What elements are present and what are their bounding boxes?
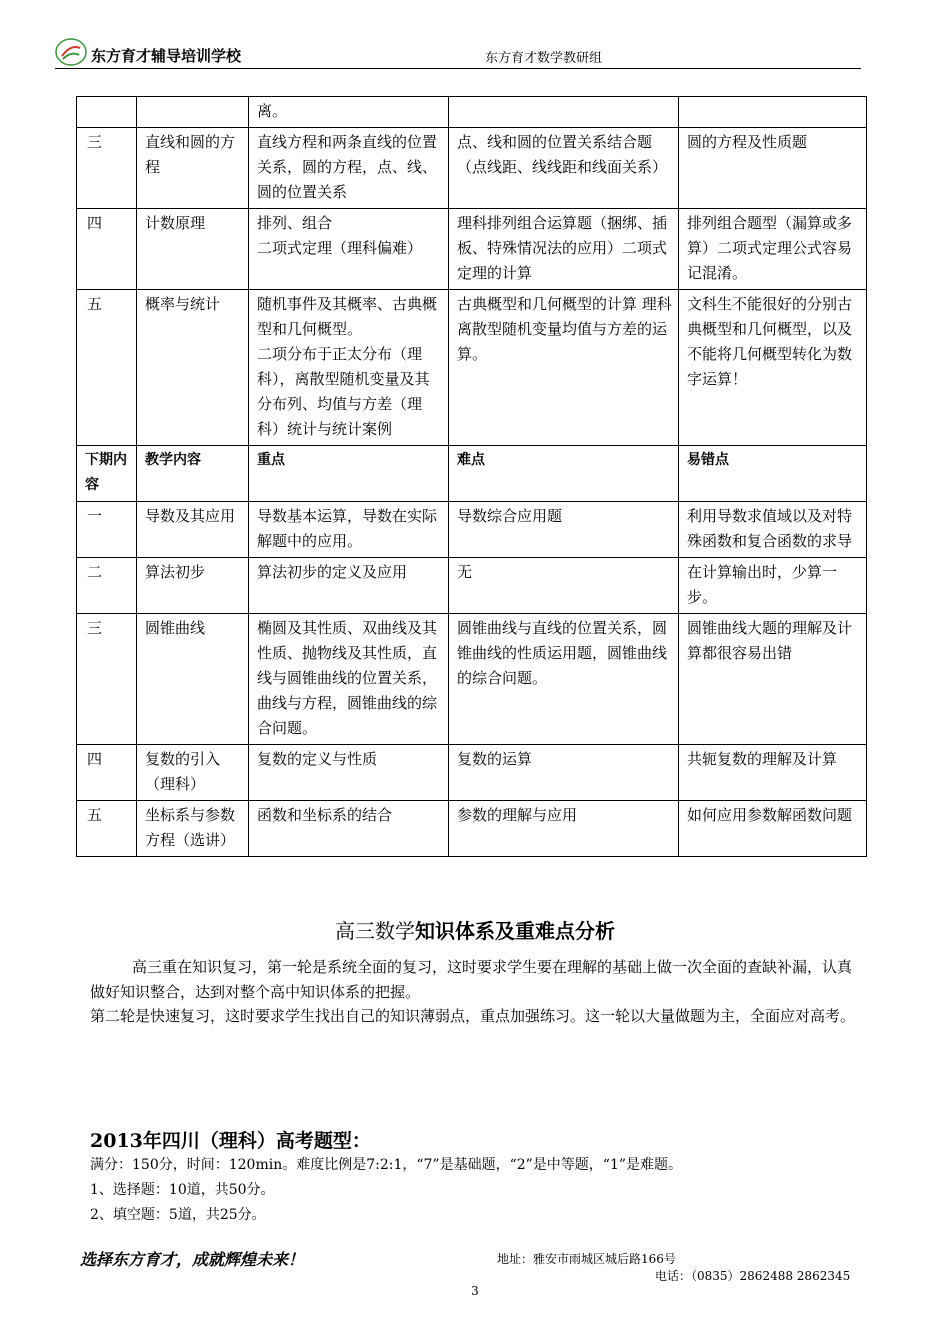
exam-line-choice: 1、选择题：10道，共50分。 <box>90 1182 275 1198</box>
teaching-content <box>137 97 249 128</box>
error-prone-points: 文科生不能很好的分别古典概型和几何概型，以及不能将几何概型转化为数字运算！ <box>679 290 867 446</box>
key-point-line: 随机事件及其概率、古典概型和几何概型。 <box>257 295 438 338</box>
key-point-line: 直线方程和两条直线的位置关系，圆的方程，点、线、圆的位置关系 <box>257 133 438 201</box>
key-points <box>249 209 449 290</box>
key-point-line: 复数的定义与性质 <box>257 750 378 768</box>
table-row <box>77 558 867 614</box>
error-prone-points: 如何应用参数解函数问题 <box>679 801 867 857</box>
key-point-line: 离。 <box>257 102 288 120</box>
difficult-points: 圆锥曲线与直线的位置关系，圆锥曲线的性质运用题，圆锥曲线的综合问题。 <box>449 614 679 745</box>
unit-number: 二 <box>77 558 137 614</box>
teaching-content: 算法初步 <box>137 558 249 614</box>
table-row <box>77 97 867 128</box>
exam-line-fill: 2、填空题：5道，共25分。 <box>90 1207 266 1223</box>
header-difficult: 难点 <box>449 446 679 502</box>
difficult-points <box>449 97 679 128</box>
difficult-points: 理科排列组合运算题（捆绑、插板、特殊情况法的应用）二项式定理的计算 <box>449 209 679 290</box>
key-point-line: 排列、组合 <box>257 214 333 232</box>
key-point-line: 二项分布于正太分布（理科），离散型随机变量及其分布列、均值与方差（理科）统计与统计案例 <box>257 345 430 438</box>
paragraph-2: 第二轮是快速复习，这时要求学生找出自己的知识薄弱点，重点加强练习。这一轮以大量做题为主，全面应对高考。 <box>90 1007 856 1025</box>
error-prone-points: 在计算输出时，少算一步。 <box>679 558 867 614</box>
paragraph-1: 高三重在知识复习，第一轮是系统全面的复习，这时要求学生要在理解的基础上做一次全面的查缺补漏，认真做好知识整合，达到对整个高中知识体系的把握。 <box>90 958 853 1001</box>
curriculum-table <box>76 96 867 857</box>
difficult-points: 点、线和圆的位置关系结合题（点线距、线线距和线面关系） <box>449 128 679 209</box>
table-row <box>77 801 867 857</box>
error-prone-points: 圆锥曲线大题的理解及计算都很容易出错 <box>679 614 867 745</box>
key-point-line: 二项式定理（理科偏难） <box>257 239 423 257</box>
error-prone-points: 共轭复数的理解及计算 <box>679 745 867 801</box>
key-point-line: 函数和坐标系的结合 <box>257 806 393 824</box>
school-name: 东方育才辅导培训学校 <box>91 47 242 65</box>
table-header-row <box>77 446 867 502</box>
page-number: 3 <box>471 1284 479 1298</box>
table-row <box>77 128 867 209</box>
teaching-content: 坐标系与参数方程（选讲） <box>137 801 249 857</box>
unit-number: 三 <box>77 614 137 745</box>
table-row <box>77 614 867 745</box>
key-points <box>249 745 449 801</box>
teaching-content: 计数原理 <box>137 209 249 290</box>
table-row <box>77 502 867 558</box>
header-term: 下期内容 <box>77 446 137 502</box>
error-prone-points: 圆的方程及性质题 <box>679 128 867 209</box>
key-points <box>249 502 449 558</box>
teaching-content: 圆锥曲线 <box>137 614 249 745</box>
teaching-content: 复数的引入（理科） <box>137 745 249 801</box>
key-point-line: 导数基本运算，导数在实际解题中的应用。 <box>257 507 438 550</box>
header-error: 易错点 <box>679 446 867 502</box>
unit-number: 五 <box>77 801 137 857</box>
error-prone-points: 排列组合题型（漏算或多算）二项式定理公式容易记混淆。 <box>679 209 867 290</box>
key-points <box>249 97 449 128</box>
page-header <box>55 38 861 69</box>
footer-phone: 电话：（0835）2862488 2862345 <box>655 1269 851 1283</box>
school-logo-icon <box>55 38 87 66</box>
difficult-points: 参数的理解与应用 <box>449 801 679 857</box>
key-point-line: 椭圆及其性质、双曲线及其性质、抛物线及其性质，直线与圆锥曲线的位置关系，曲线与方程，圆锥曲线的综合问题。 <box>257 619 438 737</box>
header-content: 教学内容 <box>137 446 249 502</box>
key-points <box>249 801 449 857</box>
unit-number: 一 <box>77 502 137 558</box>
group-name: 东方育才数学教研组 <box>485 51 603 66</box>
teaching-content: 概率与统计 <box>137 290 249 446</box>
error-prone-points: 利用导数求值域以及对特殊函数和复合函数的求导 <box>679 502 867 558</box>
error-prone-points <box>679 97 867 128</box>
key-points <box>249 290 449 446</box>
footer-address: 地址：雅安市雨城区城后路166号 <box>497 1252 676 1266</box>
exam-title: 2013年四川（理科）高考题型： <box>90 1130 371 1152</box>
unit-number: 五 <box>77 290 137 446</box>
section-title: 高三数学知识体系及重难点分析 <box>335 919 615 943</box>
difficult-points: 复数的运算 <box>449 745 679 801</box>
header-key: 重点 <box>249 446 449 502</box>
table-row <box>77 209 867 290</box>
teaching-content: 导数及其应用 <box>137 502 249 558</box>
teaching-content: 直线和圆的方程 <box>137 128 249 209</box>
difficult-points: 无 <box>449 558 679 614</box>
difficult-points: 导数综合应用题 <box>449 502 679 558</box>
key-points <box>249 614 449 745</box>
unit-number <box>77 97 137 128</box>
unit-number: 四 <box>77 209 137 290</box>
key-points <box>249 128 449 209</box>
table-row <box>77 745 867 801</box>
unit-number: 四 <box>77 745 137 801</box>
unit-number: 三 <box>77 128 137 209</box>
table-row <box>77 290 867 446</box>
footer-slogan: 选择东方育才，成就辉煌未来！ <box>80 1250 305 1269</box>
key-points <box>249 558 449 614</box>
key-point-line: 算法初步的定义及应用 <box>257 563 408 581</box>
difficult-points: 古典概型和几何概型的计算 理科离散型随机变量均值与方差的运算。 <box>449 290 679 446</box>
exam-line-score: 满分：150分，时间：120min。难度比例是7:2:1，“7”是基础题，“2”是中等题，“1”是难题。 <box>90 1157 683 1173</box>
